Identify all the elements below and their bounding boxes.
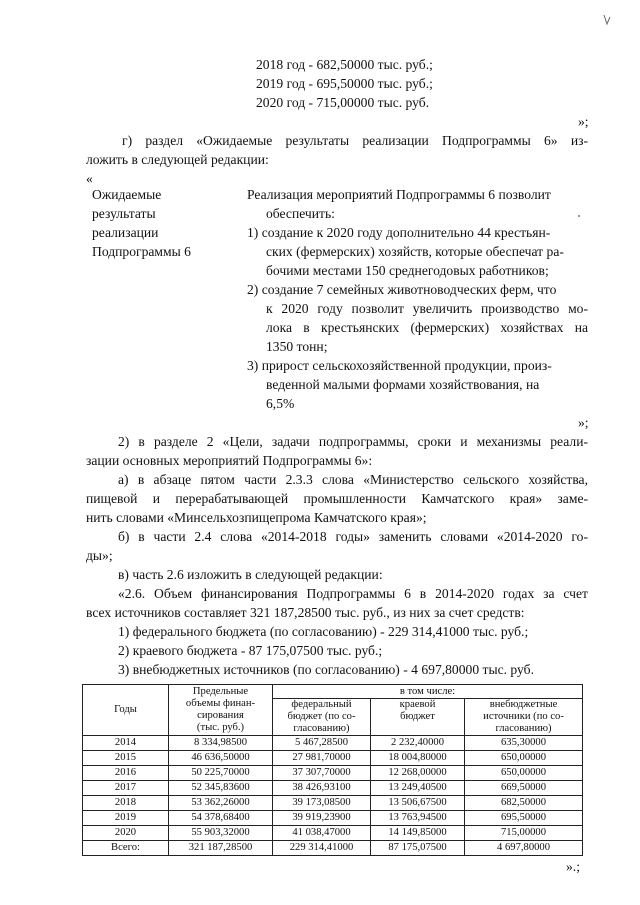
header-years: Годы — [83, 685, 169, 736]
table-row — [83, 736, 583, 751]
table-cell: 650,00000 — [465, 766, 583, 781]
table-row — [83, 796, 583, 811]
close-quote-2: »; — [578, 415, 589, 430]
table-cell: 2 232,40000 — [371, 736, 465, 751]
table-cell: 229 314,41000 — [273, 841, 371, 856]
table-row — [83, 751, 583, 766]
results-text-3: 1) создание к 2020 году дополнительно 44 крестьян- — [247, 225, 551, 240]
table-cell: 13 506,67500 — [371, 796, 465, 811]
results-label-4: Подпрограммы 6 — [92, 244, 191, 259]
speck-mark — [578, 215, 580, 217]
table-cell: 682,50000 — [465, 796, 583, 811]
table-cell: 2017 — [83, 781, 169, 796]
section-g-line-1: г) раздел «Ожидаемые результаты реализации Подпрограммы 6» из- — [122, 133, 588, 148]
results-text-7: к 2020 году позволит увеличить производство мо- — [266, 301, 588, 316]
table-cell: 635,30000 — [465, 736, 583, 751]
body-line-5: нить словами «Минсельхозпищепрома Камчатского края»; — [86, 510, 427, 525]
table-row — [83, 826, 583, 841]
body-line-8: в) часть 2.6 изложить в следующей редакции: — [118, 567, 383, 582]
table-cell: 2015 — [83, 751, 169, 766]
table-cell: 27 981,70000 — [273, 751, 371, 766]
body-line-11: 1) федерального бюджета (по согласованию) - 229 314,41000 тыс. руб.; — [118, 624, 529, 639]
table-cell: 13 763,94500 — [371, 811, 465, 826]
table-cell: Всего: — [83, 841, 169, 856]
body-line-9: «2.6. Объем финансирования Подпрограммы 6 в 2014-2020 годах за счет — [118, 586, 588, 601]
table-cell: 8 334,98500 — [169, 736, 273, 751]
results-text-5: бочими местами 150 среднегодовых работников; — [266, 263, 549, 278]
close-quote-3: ».; — [566, 859, 580, 874]
header-extra: внебюджетные источники (по со- гласованию) — [465, 699, 583, 736]
body-line-6: б) в части 2.4 слова «2014-2018 годы» заменить словами «2014-2020 го- — [118, 529, 588, 544]
body-line-4: пищевой и перерабатывающей промышленности Камчатского края» заме- — [86, 491, 588, 506]
results-text-1: Реализация мероприятий Подпрограммы 6 позволит — [247, 187, 551, 202]
table-cell: 54 378,68400 — [169, 811, 273, 826]
body-line-10: всех источников составляет 321 187,28500 тыс. руб., из них за счет средств: — [86, 605, 525, 620]
year-line-2018: 2018 год - 682,50000 тыс. руб.; — [256, 57, 433, 72]
table-cell: 41 038,47000 — [273, 826, 371, 841]
table-cell: 53 362,26000 — [169, 796, 273, 811]
table-cell: 669,50000 — [465, 781, 583, 796]
results-text-6: 2) создание 7 семейных животноводческих ферм, что — [247, 282, 557, 297]
table-cell: 2016 — [83, 766, 169, 781]
results-text-12: 6,5% — [266, 396, 295, 411]
table-cell: 695,50000 — [465, 811, 583, 826]
table-row — [83, 811, 583, 826]
table-cell: 5 467,28500 — [273, 736, 371, 751]
table-cell: 55 903,32000 — [169, 826, 273, 841]
results-text-8: лока в крестьянских (фермерских) хозяйствах на — [266, 320, 588, 335]
table-cell: 2018 — [83, 796, 169, 811]
close-quote-1: »; — [578, 114, 589, 129]
table-cell: 650,00000 — [465, 751, 583, 766]
header-group: в том числе: — [273, 685, 583, 699]
body-line-7: ды»; — [86, 548, 113, 563]
table-cell: 18 004,80000 — [371, 751, 465, 766]
results-text-4: ских (фермерских) хозяйств, которые обеспечат ра- — [266, 244, 564, 259]
table-row — [83, 781, 583, 796]
header-total: Предельные объемы финан- сирования (тыс. руб.) — [169, 685, 273, 736]
results-text-11: веденной малыми формами хозяйствования, на — [266, 377, 540, 392]
table-cell: 13 249,40500 — [371, 781, 465, 796]
table-cell: 4 697,80000 — [465, 841, 583, 856]
header-federal: федеральный бюджет (по со- гласованию) — [273, 699, 371, 736]
table-cell: 39 173,08500 — [273, 796, 371, 811]
table-cell: 87 175,07500 — [371, 841, 465, 856]
year-line-2020: 2020 год - 715,00000 тыс. руб. — [256, 95, 430, 110]
results-text-2: обеспечить: — [266, 206, 335, 221]
table-cell: 321 187,28500 — [169, 841, 273, 856]
body-line-2: зации основных мероприятий Подпрограммы 6»: — [86, 453, 373, 468]
table-row — [83, 841, 583, 856]
corner-tick-icon — [602, 14, 612, 26]
table-cell: 38 426,93100 — [273, 781, 371, 796]
table-cell: 715,00000 — [465, 826, 583, 841]
results-text-10: 3) прирост сельскохозяйственной продукции, произ- — [247, 358, 552, 373]
results-label-1: Ожидаемые — [92, 187, 162, 202]
table-cell: 50 225,70000 — [169, 766, 273, 781]
table-cell: 12 268,00000 — [371, 766, 465, 781]
table-cell: 52 345,83600 — [169, 781, 273, 796]
table-cell: 37 307,70000 — [273, 766, 371, 781]
table-cell: 2019 — [83, 811, 169, 826]
open-quote: « — [86, 171, 93, 186]
table-cell: 46 636,50000 — [169, 751, 273, 766]
table-cell: 14 149,85000 — [371, 826, 465, 841]
table-cell: 2014 — [83, 736, 169, 751]
section-g-line-2: ложить в следующей редакции: — [86, 152, 269, 167]
results-text-9: 1350 тонн; — [266, 339, 328, 354]
header-regional: краевой бюджет — [371, 699, 465, 736]
table-row — [83, 766, 583, 781]
body-line-13: 3) внебюджетных источников (по согласованию) - 4 697,80000 тыс. руб. — [118, 662, 534, 677]
year-line-2019: 2019 год - 695,50000 тыс. руб.; — [256, 76, 433, 91]
body-line-12: 2) краевого бюджета - 87 175,07500 тыс. руб.; — [118, 643, 383, 658]
table-cell: 39 919,23900 — [273, 811, 371, 826]
results-label-2: результаты — [92, 206, 156, 221]
table-cell: 2020 — [83, 826, 169, 841]
body-line-3: а) в абзаце пятом части 2.3.3 слова «Министерство сельского хозяйства, — [118, 472, 588, 487]
results-label-3: реализации — [92, 225, 159, 240]
financing-table — [82, 684, 583, 856]
body-line-1: 2) в разделе 2 «Цели, задачи подпрограммы, сроки и механизмы реали- — [118, 434, 588, 449]
table-header-row — [83, 685, 583, 699]
